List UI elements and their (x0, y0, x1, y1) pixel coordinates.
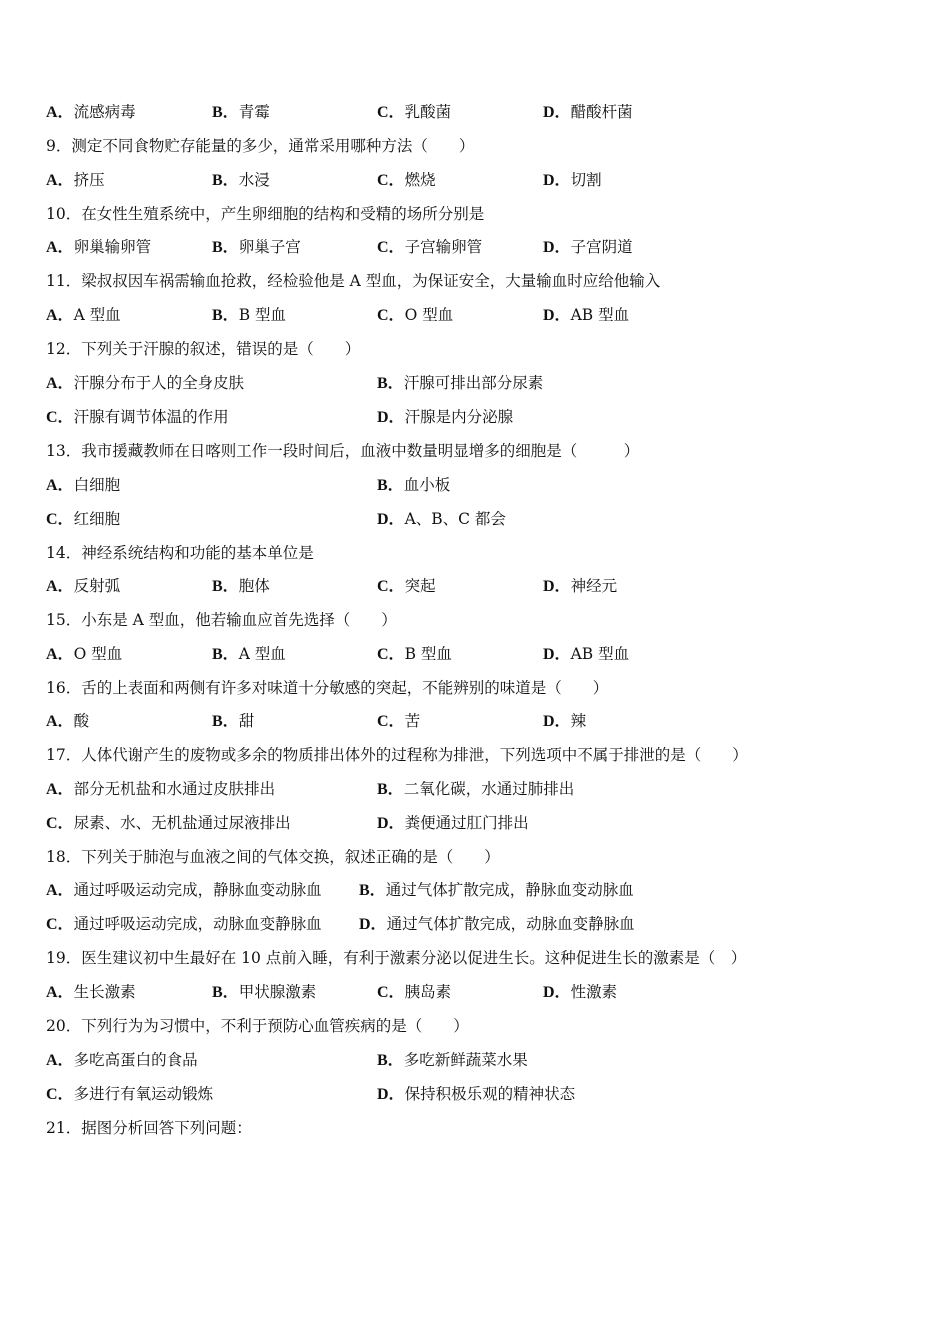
option-label: A． (46, 239, 74, 256)
option-text: 二氧化碳，水通过肺排出 (403, 780, 575, 798)
q10-option-a (46, 237, 151, 258)
option-text: 生长激素 (73, 983, 136, 1001)
q16-option-d (543, 711, 586, 732)
q13-stem: 13．我市援藏教师在日喀则工作一段时间后，血液中数量明显增多的细胞是（ ） (46, 442, 640, 460)
q9-option-d (543, 170, 602, 191)
q21-stem: 21．据图分析回答下列问题： (46, 1119, 252, 1137)
option-text: 突起 (404, 577, 436, 595)
option-text: 甜 (238, 712, 255, 730)
q14-stem: 14．神经系统结构和功能的基本单位是 (46, 544, 314, 562)
option-text: 汗腺分布于人的全身皮肤 (73, 374, 245, 392)
q11-option-c (377, 305, 453, 326)
option-text: 燃烧 (404, 171, 436, 189)
option-text: A 型血 (73, 306, 121, 324)
option-label: C． (377, 646, 405, 663)
q14-option-b (212, 576, 270, 597)
q16-option-c (377, 711, 420, 732)
q18-stem: 18．下列关于肺泡与血液之间的气体交换，叙述正确的是（ ） (46, 848, 500, 866)
q17-option-b (377, 779, 574, 800)
q20-option-d (377, 1084, 575, 1105)
option-label: A． (46, 713, 74, 730)
option-label: A． (46, 172, 74, 189)
q18-option-c (46, 914, 322, 935)
option-text: 汗腺有调节体温的作用 (73, 408, 229, 426)
option-text: 卵巢子宫 (238, 238, 301, 256)
option-label: A． (46, 578, 74, 595)
q15-option-c (377, 644, 452, 665)
q13-option-b (377, 475, 450, 496)
q19-stem: 19．医生建议初中生最好在 10 点前入睡，有利于激素分泌以促进生长。这种促进生长的激素是（ ） (46, 949, 747, 967)
q14-option-d (543, 576, 617, 597)
option-label: A． (46, 984, 74, 1001)
option-label: D． (543, 239, 571, 256)
q13-option-c (46, 509, 120, 530)
option-text: AB 型血 (570, 645, 630, 663)
q11-stem: 11．梁叔叔因车祸需输血抢救，经检验他是 A 型血，为保证安全，大量输血时应给他输入 (46, 272, 661, 290)
q15-option-b (212, 644, 286, 665)
option-label: B． (212, 172, 239, 189)
option-text: O 型血 (73, 645, 123, 663)
option-label: A． (46, 882, 74, 899)
option-label: C． (377, 713, 405, 730)
option-text: 酸 (73, 712, 90, 730)
q9-option-b (212, 170, 270, 191)
q14-option-a (46, 576, 120, 597)
option-text: 醋酸杆菌 (570, 103, 633, 121)
option-label: A． (46, 307, 74, 324)
option-label: B． (212, 104, 239, 121)
q8-option-d (543, 102, 633, 123)
q18-option-a (46, 880, 322, 901)
option-label: B． (212, 713, 239, 730)
option-text: A、B、C 都会 (404, 510, 506, 528)
option-label: D． (377, 409, 405, 426)
option-text: O 型血 (404, 306, 454, 324)
option-text: 胞体 (238, 577, 270, 595)
q16-option-b (212, 711, 254, 732)
q19-option-d (543, 982, 617, 1003)
q20-stem: 20．下列行为为习惯中，不利于预防心血管疾病的是（ ） (46, 1017, 469, 1035)
option-text: 汗腺可排出部分尿素 (403, 374, 544, 392)
option-text: A 型血 (238, 645, 286, 663)
option-label: A． (46, 375, 74, 392)
option-text: 尿素、水、无机盐通过尿液排出 (73, 814, 291, 832)
option-text: 辣 (570, 712, 587, 730)
q9-option-a (46, 170, 105, 191)
q16-option-a (46, 711, 89, 732)
option-text: 卵巢输卵管 (73, 238, 152, 256)
option-text: 神经元 (570, 577, 618, 595)
option-label: C． (46, 916, 74, 933)
q10-option-b (212, 237, 301, 258)
option-label: C． (46, 409, 74, 426)
option-text: 子宫阴道 (570, 238, 633, 256)
option-text: 水浸 (238, 171, 270, 189)
q14-option-c (377, 576, 436, 597)
q16-stem: 16．舌的上表面和两侧有许多对味道十分敏感的突起，不能辨别的味道是（ ） (46, 679, 609, 697)
q20-option-a (46, 1050, 198, 1071)
option-text: 红细胞 (73, 510, 121, 528)
option-label: B． (212, 646, 239, 663)
option-label: C． (46, 511, 74, 528)
q20-option-c (46, 1084, 213, 1105)
option-label: B． (359, 882, 386, 899)
q12-option-d (377, 407, 513, 428)
option-label: B． (212, 578, 239, 595)
option-label: D． (543, 307, 571, 324)
q10-option-d (543, 237, 633, 258)
option-text: B 型血 (238, 306, 287, 324)
q19-option-a (46, 982, 136, 1003)
q9-stem: 9．测定不同食物贮存能量的多少，通常采用哪种方法（ ） (46, 137, 475, 155)
q15-option-a (46, 644, 122, 665)
q11-option-d (543, 305, 629, 326)
option-text: 多进行有氧运动锻炼 (73, 1085, 214, 1103)
option-label: C． (377, 984, 405, 1001)
option-text: 反射弧 (73, 577, 121, 595)
option-text: 苦 (404, 712, 421, 730)
q12-stem: 12．下列关于汗腺的叙述，错误的是（ ） (46, 340, 361, 358)
option-label: B． (377, 781, 404, 798)
option-text: 性激素 (570, 983, 618, 1001)
option-label: A． (46, 1052, 74, 1069)
option-text: B 型血 (404, 645, 452, 663)
option-label: B． (212, 239, 239, 256)
q18-option-b (359, 880, 634, 901)
option-text: 汗腺是内分泌腺 (404, 408, 514, 426)
option-label: B． (377, 477, 404, 494)
q12-option-a (46, 373, 244, 394)
option-label: C． (377, 172, 405, 189)
option-text: 青霉 (238, 103, 270, 121)
option-text: 通过气体扩散完成，静脉血变动脉血 (385, 881, 634, 899)
option-label: C． (377, 239, 405, 256)
option-label: D． (377, 1086, 405, 1103)
option-text: 乳酸菌 (404, 103, 452, 121)
q18-option-d (359, 914, 635, 935)
option-text: 粪便通过肛门排出 (404, 814, 529, 832)
option-label: D． (543, 578, 571, 595)
option-label: B． (377, 1052, 404, 1069)
option-text: 子宫输卵管 (404, 238, 483, 256)
q20-option-b (377, 1050, 528, 1071)
q13-option-a (46, 475, 120, 496)
option-label: B． (377, 375, 404, 392)
option-text: 挤压 (73, 171, 105, 189)
option-label: D． (543, 984, 571, 1001)
option-text: 部分无机盐和水通过皮肤排出 (73, 780, 276, 798)
option-label: A． (46, 104, 74, 121)
option-text: 通过呼吸运动完成，静脉血变动脉血 (73, 881, 322, 899)
option-text: 血小板 (403, 476, 451, 494)
option-text: AB 型血 (570, 306, 630, 324)
q9-option-c (377, 170, 436, 191)
option-text: 多吃高蛋白的食品 (73, 1051, 198, 1069)
q11-option-b (212, 305, 286, 326)
q19-option-b (212, 982, 316, 1003)
q8-option-c (377, 102, 451, 123)
option-text: 切割 (570, 171, 602, 189)
q11-option-a (46, 305, 121, 326)
q17-stem: 17．人体代谢产生的废物或多余的物质排出体外的过程称为排泄，下列选项中不属于排泄的是（ ） (46, 746, 748, 764)
q19-option-c (377, 982, 451, 1003)
option-text: 胰岛素 (404, 983, 452, 1001)
option-text: 保持积极乐观的精神状态 (404, 1085, 576, 1103)
option-label: B． (212, 307, 239, 324)
option-label: D． (543, 172, 571, 189)
q8-option-b (212, 102, 270, 123)
option-label: D． (543, 104, 571, 121)
option-text: 白细胞 (73, 476, 121, 494)
q17-option-d (377, 813, 529, 834)
q12-option-c (46, 407, 229, 428)
option-label: A． (46, 646, 74, 663)
option-label: D． (377, 511, 405, 528)
q15-stem: 15．小东是 A 型血，他若输血应首先选择（ ） (46, 611, 397, 629)
option-text: 流感病毒 (73, 103, 136, 121)
option-text: 多吃新鲜蔬菜水果 (403, 1051, 528, 1069)
option-label: A． (46, 477, 74, 494)
q8-option-a (46, 102, 136, 123)
q13-option-d (377, 509, 506, 530)
option-label: D． (543, 646, 571, 663)
option-label: B． (212, 984, 239, 1001)
option-text: 甲状腺激素 (238, 983, 317, 1001)
option-label: C． (377, 578, 405, 595)
option-label: D． (543, 713, 571, 730)
q12-option-b (377, 373, 543, 394)
option-label: D． (377, 815, 405, 832)
option-text: 通过呼吸运动完成，动脉血变静脉血 (73, 915, 322, 933)
option-label: C． (377, 307, 405, 324)
option-label: D． (359, 916, 387, 933)
q17-option-a (46, 779, 275, 800)
q17-option-c (46, 813, 291, 834)
option-text: 通过气体扩散完成，动脉血变静脉血 (386, 915, 635, 933)
option-label: C． (46, 1086, 74, 1103)
q10-stem: 10．在女性生殖系统中，产生卵细胞的结构和受精的场所分别是 (46, 205, 485, 223)
q10-option-c (377, 237, 482, 258)
option-label: C． (377, 104, 405, 121)
q15-option-d (543, 644, 629, 665)
option-label: A． (46, 781, 74, 798)
option-label: C． (46, 815, 74, 832)
